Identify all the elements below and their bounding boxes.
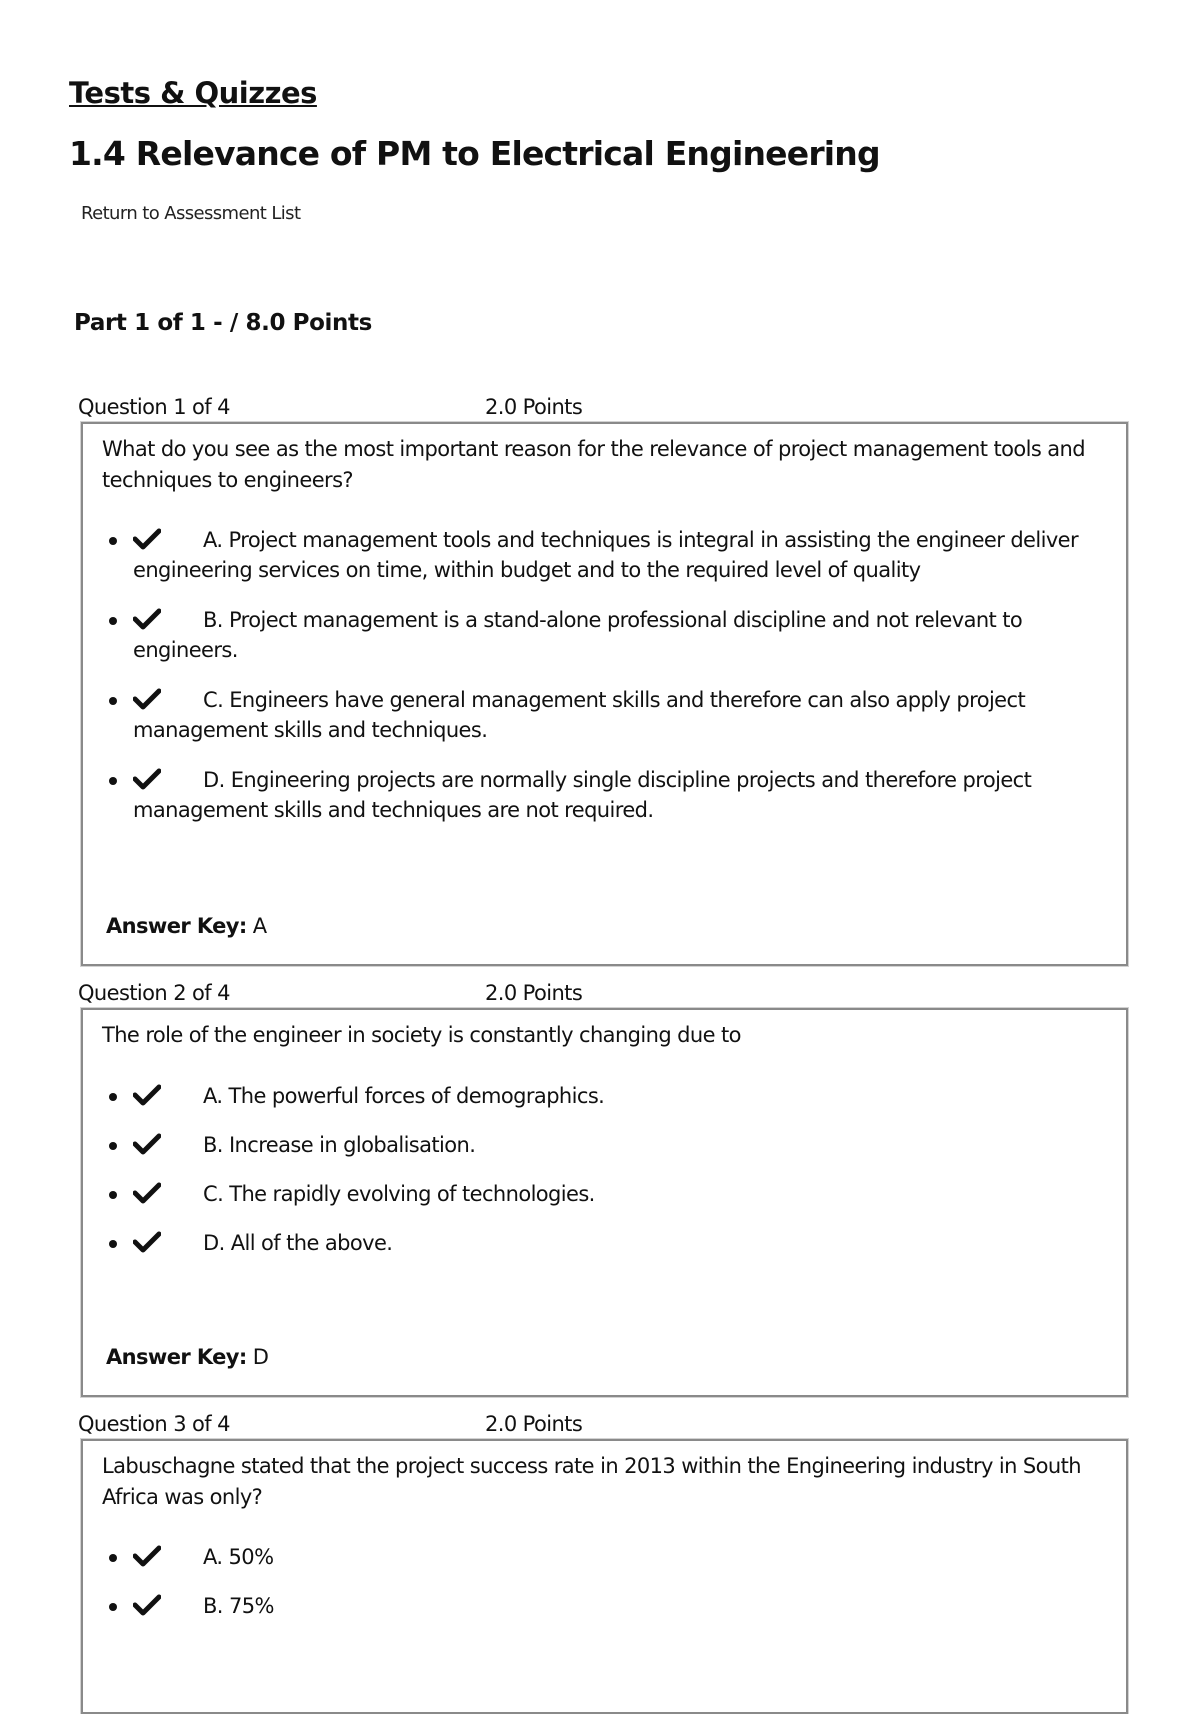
question-number: Question 2 of 4 [78, 981, 230, 1005]
question-points: 2.0 Points [485, 1412, 583, 1436]
part-heading: Part 1 of 1 - / 8.0 Points [74, 310, 372, 336]
return-to-assessment-list-link[interactable]: Return to Assessment List [81, 203, 301, 224]
check-icon [133, 1084, 161, 1106]
answer-text: C. Engineers have general management skills and therefore can also apply project management skills and techniques. [133, 688, 1026, 742]
answer-text: D. All of the above. [203, 1231, 393, 1255]
answer-option [83, 605, 1126, 685]
answer-list [83, 1542, 1126, 1640]
answer-option [83, 1591, 1126, 1640]
bullet-icon [109, 1554, 117, 1562]
answer-text: B. 75% [203, 1594, 274, 1618]
answer-option [83, 1542, 1126, 1591]
question-card [81, 1439, 1128, 1714]
question-text: Labuschagne stated that the project success rate in 2013 within the Engineering industry in South Africa was only? [102, 1454, 1081, 1509]
answer-key-label: Answer Key: [106, 914, 247, 938]
check-icon [133, 528, 161, 550]
answer-option [83, 1130, 1126, 1179]
check-icon [133, 1594, 161, 1616]
answer-list [83, 1081, 1126, 1277]
check-icon [133, 688, 161, 710]
answer-text: A. Project management tools and techniques is integral in assisting the engineer deliver engineering services on time, within budget and to the required level of quality [133, 528, 1079, 582]
answer-text: A. 50% [203, 1545, 274, 1569]
question-header [78, 1412, 638, 1438]
answer-key-value: A [252, 914, 267, 938]
check-icon [133, 1182, 161, 1204]
question-number: Question 3 of 4 [78, 1412, 230, 1436]
answer-option [83, 525, 1126, 605]
check-icon [133, 1231, 161, 1253]
bullet-icon [109, 697, 117, 705]
bullet-icon [109, 1142, 117, 1150]
answer-key [106, 914, 267, 938]
question-number: Question 1 of 4 [78, 395, 230, 419]
question-card [81, 1008, 1128, 1397]
bullet-icon [109, 537, 117, 545]
bullet-icon [109, 1603, 117, 1611]
answer-text: B. Increase in globalisation. [203, 1133, 476, 1157]
tool-title[interactable]: Tests & Quizzes [69, 76, 317, 110]
answer-list [83, 525, 1126, 845]
answer-option [83, 1179, 1126, 1228]
answer-text: B. Project management is a stand-alone professional discipline and not relevant to engineers. [133, 608, 1023, 662]
answer-text: C. The rapidly evolving of technologies. [203, 1182, 595, 1206]
bullet-icon [109, 1191, 117, 1199]
question-text: The role of the engineer in society is constantly changing due to [102, 1023, 741, 1047]
question-points: 2.0 Points [485, 981, 583, 1005]
answer-key-value: D [252, 1345, 269, 1369]
bullet-icon [109, 617, 117, 625]
question-points: 2.0 Points [485, 395, 583, 419]
check-icon [133, 1545, 161, 1567]
check-icon [133, 608, 161, 630]
check-icon [133, 1133, 161, 1155]
question-card [81, 422, 1128, 966]
bullet-icon [109, 777, 117, 785]
answer-option [83, 685, 1126, 765]
answer-option [83, 1081, 1126, 1130]
question-header [78, 395, 638, 421]
answer-text: A. The powerful forces of demographics. [203, 1084, 605, 1108]
question-text: What do you see as the most important reason for the relevance of project management tools and techniques to engineers? [102, 437, 1085, 492]
answer-key [106, 1345, 268, 1369]
assessment-title: 1.4 Relevance of PM to Electrical Engineering [69, 134, 880, 173]
answer-text: D. Engineering projects are normally single discipline projects and therefore project management skills and techniques are not required. [133, 768, 1032, 822]
answer-key-label: Answer Key: [106, 1345, 247, 1369]
check-icon [133, 768, 161, 790]
question-header [78, 981, 638, 1007]
answer-option [83, 1228, 1126, 1277]
answer-option [83, 765, 1126, 845]
bullet-icon [109, 1240, 117, 1248]
bullet-icon [109, 1093, 117, 1101]
